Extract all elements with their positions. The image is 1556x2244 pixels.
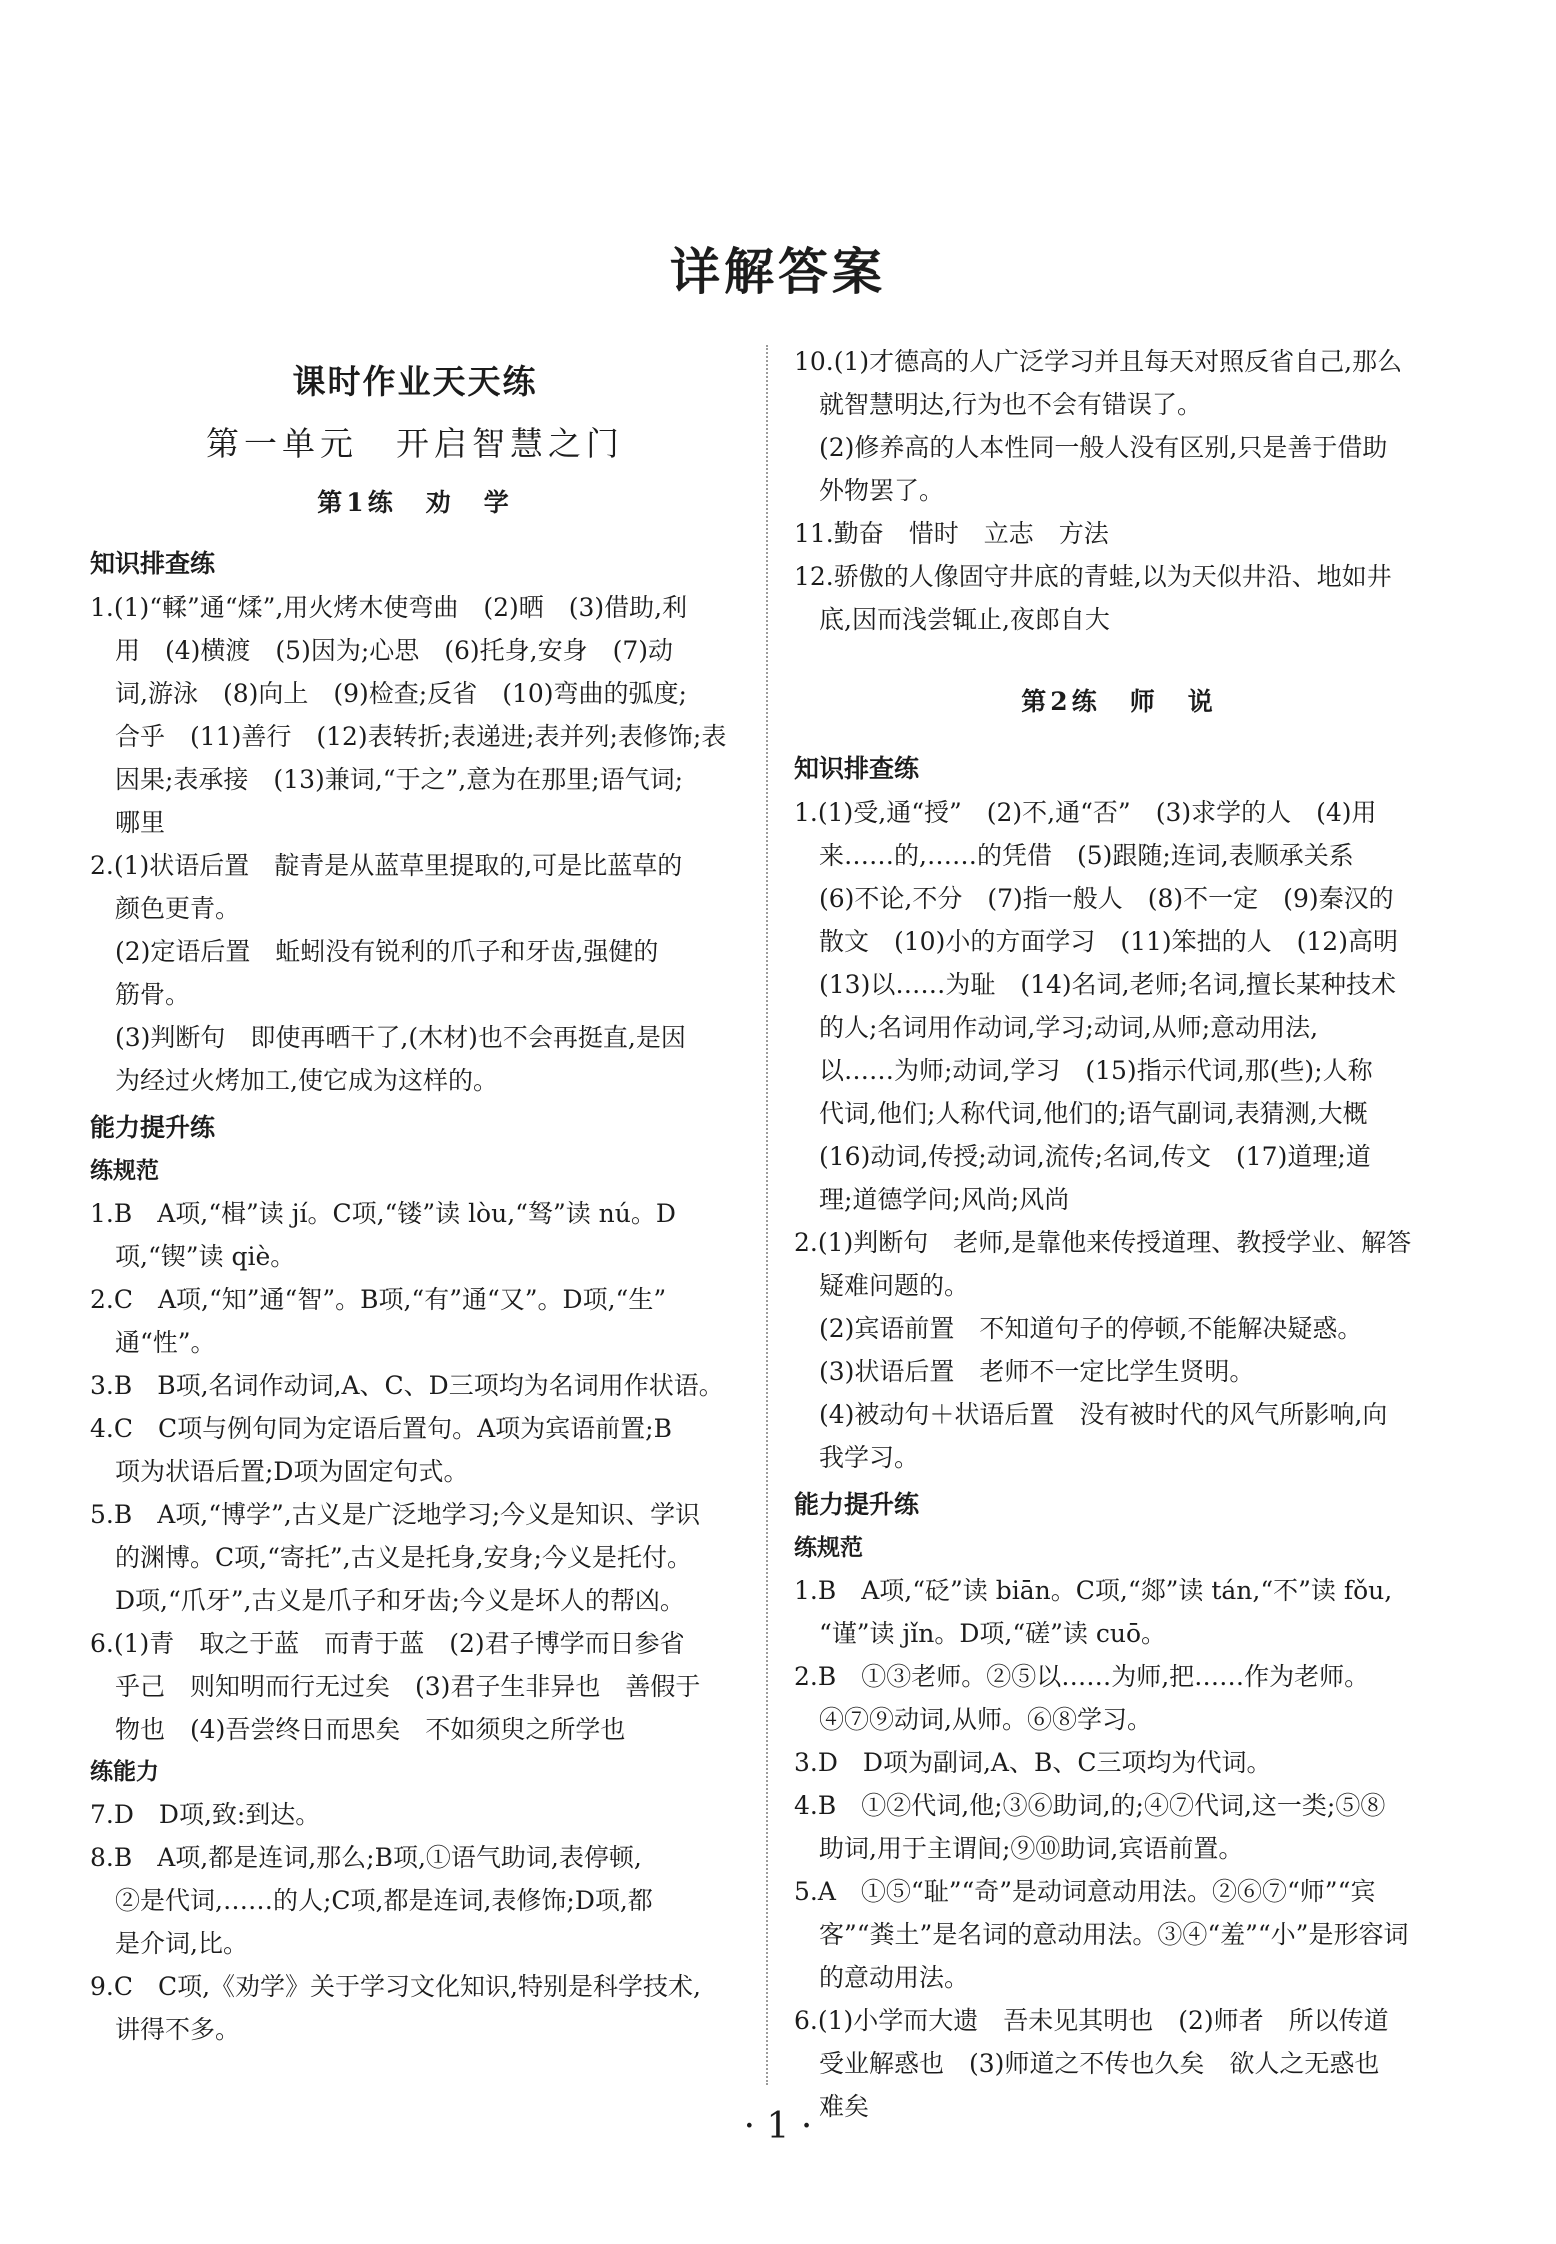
answer-list — [90, 1192, 740, 1751]
answer-line: 3.D D项为副词,A、B、C三项均为代词。 — [794, 1748, 1272, 1777]
answer-line: 1.B A项,“砭”读 biān。C项,“郯”读 tán,“不”读 fǒu, — [794, 1576, 1393, 1605]
answer-line: 外物罢了。 — [794, 476, 945, 505]
answer-line: 颜色更青。 — [90, 894, 241, 923]
answer-line: 受业解惑也 (3)师道之不传也久矣 欲人之无惑也 — [794, 2049, 1380, 2078]
section-heading: 知识排查练 — [90, 549, 216, 578]
answer-line: 为经过火烤加工,使它成为这样的。 — [90, 1066, 498, 1095]
answer-line: 6.(1)小学而大遗 吾未见其明也 (2)师者 所以传道 — [794, 2006, 1389, 2035]
answer-line: 用 (4)横渡 (5)因为;心思 (6)托身,安身 (7)动 — [90, 636, 674, 665]
answer-line: (6)不论,不分 (7)指一般人 (8)不一定 (9)秦汉的 — [794, 884, 1394, 913]
section-heading: 知识排查练 — [794, 754, 920, 783]
answer-line: 项为状语后置;D项为固定句式。 — [90, 1457, 469, 1486]
subsection-heading: 练规范 — [90, 1158, 159, 1184]
answer-line: 10.(1)才德高的人广泛学习并且每天对照反省自己,那么 — [794, 347, 1403, 376]
answer-line: 1.(1)受,通“授” (2)不,通“否” (3)求学的人 (4)用 — [794, 798, 1377, 827]
answer-line: “谨”读 jǐn。D项,“磋”读 cuō。 — [794, 1619, 1167, 1648]
answer-line: (3)判断句 即使再晒干了,(木材)也不会再挺直,是因 — [90, 1023, 686, 1052]
answer-line: 散文 (10)小的方面学习 (11)笨拙的人 (12)高明 — [794, 927, 1398, 956]
answer-line: 8.B A项,都是连词,那么;B项,①语气助词,表停顿, — [90, 1843, 642, 1872]
answer-line: 筋骨。 — [90, 980, 191, 1009]
answer-line: 5.A ①⑤“耻”“奇”是动词意动用法。②⑥⑦“师”“宾 — [794, 1877, 1376, 1906]
subsection-heading: 练能力 — [90, 1759, 159, 1785]
answer-line: 5.B A项,“博学”,古义是广泛地学习;今义是知识、学识 — [90, 1500, 701, 1529]
answer-line: 4.C C项与例句同为定语后置句。A项为宾语前置;B — [90, 1414, 672, 1443]
answer-line: (2)定语后置 蚯蚓没有锐利的爪子和牙齿,强健的 — [90, 937, 659, 966]
answer-line: 难矣 — [794, 2092, 870, 2121]
subsection-heading: 练规范 — [794, 1535, 863, 1561]
answer-line: 疑难问题的。 — [794, 1271, 970, 1300]
answer-line: 2.(1)判断句 老师,是靠他来传授道理、教授学业、解答 — [794, 1228, 1412, 1257]
answer-list — [90, 586, 740, 1102]
answer-line: 以……为师;动词,学习 (15)指示代词,那(些);人称 — [794, 1056, 1373, 1085]
answer-line: 7.D D项,致:到达。 — [90, 1800, 321, 1829]
lesson-title: 第1练 劝 学 — [317, 488, 513, 517]
answer-line: 乎己 则知明而行无过矣 (3)君子生非异也 善假于 — [90, 1672, 701, 1701]
answer-line: 我学习。 — [794, 1443, 920, 1472]
answer-line: 是介词,比。 — [90, 1929, 248, 1958]
answer-line: (16)动词,传授;动词,流传;名词,传文 (17)道理;道 — [794, 1142, 1371, 1171]
answer-line: 12.骄傲的人像固守井底的青蛙,以为天似井沿、地如井 — [794, 562, 1392, 591]
answer-line: 因果;表承接 (13)兼词,“于之”,意为在那里;语气词; — [90, 765, 684, 794]
book-title: 课时作业天天练 — [292, 362, 538, 401]
answer-line: 的意动用法。 — [794, 1963, 970, 1992]
answer-line: 9.C C项,《劝学》关于学习文化知识,特别是科学技术, — [90, 1972, 701, 2001]
answer-line: 理;道德学问;风尚;风尚 — [794, 1185, 1070, 1214]
answer-line: 的渊博。C项,“寄托”,古义是托身,安身;今义是托付。 — [90, 1543, 692, 1572]
answer-line: 2.C A项,“知”通“智”。B项,“有”通“又”。D项,“生” — [90, 1285, 667, 1314]
answer-list — [794, 1569, 1444, 2128]
answer-line: 2.B ①③老师。②⑤以……为师,把……作为老师。 — [794, 1662, 1370, 1691]
answer-line: ②是代词,……的人;C项,都是连词,表修饰;D项,都 — [90, 1886, 653, 1915]
answer-line: (4)被动句＋状语后置 没有被时代的风气所影响,向 — [794, 1400, 1388, 1429]
section-heading: 能力提升练 — [90, 1113, 216, 1142]
answer-line: 1.B A项,“楫”读 jí。C项,“镂”读 lòu,“驽”读 nú。D — [90, 1199, 676, 1228]
answer-line: 合乎 (11)善行 (12)表转折;表递进;表并列;表修饰;表 — [90, 722, 727, 751]
column-divider — [766, 345, 768, 2085]
left-column — [90, 340, 740, 2051]
answer-line: 1.(1)“輮”通“煣”,用火烤木使弯曲 (2)晒 (3)借助,利 — [90, 593, 688, 622]
answer-line: 通“性”。 — [90, 1328, 216, 1357]
answer-line: 3.B B项,名词作动词,A、C、D三项均为名词用作状语。 — [90, 1371, 724, 1400]
answer-line: 2.(1)状语后置 靛青是从蓝草里提取的,可是比蓝草的 — [90, 851, 683, 880]
answer-line: ④⑦⑨动词,从师。⑥⑧学习。 — [794, 1705, 1152, 1734]
answer-line: 来……的,……的凭借 (5)跟随;连词,表顺承关系 — [794, 841, 1354, 870]
page-title: 详解答案 — [670, 242, 886, 301]
answer-line: 代词,他们;人称代词,他们的;语气副词,表猜测,大概 — [794, 1099, 1368, 1128]
page-number: · 1 · — [743, 2106, 813, 2147]
answer-line: D项,“爪牙”,古义是爪子和牙齿;今义是坏人的帮凶。 — [90, 1586, 685, 1615]
answer-line: 物也 (4)吾尝终日而思矣 不如须臾之所学也 — [90, 1715, 626, 1744]
answer-line: (2)宾语前置 不知道句子的停顿,不能解决疑惑。 — [794, 1314, 1363, 1343]
section-heading: 能力提升练 — [794, 1490, 920, 1519]
answer-line: 词,游泳 (8)向上 (9)检查;反省 (10)弯曲的弧度; — [90, 679, 687, 708]
answer-line: (13)以……为耻 (14)名词,老师;名词,擅长某种技术 — [794, 970, 1396, 999]
answer-line: 11.勤奋 惜时 立志 方法 — [794, 519, 1109, 548]
answer-list — [794, 791, 1444, 1479]
answer-line: 的人;名词用作动词,学习;动词,从师;意动用法, — [794, 1013, 1319, 1042]
answer-line: 助词,用于主谓间;⑨⑩助词,宾语前置。 — [794, 1834, 1244, 1863]
answer-line: (2)修养高的人本性同一般人没有区别,只是善于借助 — [794, 433, 1388, 462]
unit-title: 第一单元 开启智慧之门 — [206, 424, 624, 463]
answer-line: 6.(1)青 取之于蓝 而青于蓝 (2)君子博学而日参省 — [90, 1629, 685, 1658]
lesson-title: 第2练 师 说 — [1021, 687, 1217, 716]
answer-line: 哪里 — [90, 808, 166, 837]
answer-line: 4.B ①②代词,他;③⑥助词,的;④⑦代词,这一类;⑤⑧ — [794, 1791, 1386, 1820]
answer-line: 项,“锲”读 qiè。 — [90, 1242, 296, 1271]
right-column — [794, 340, 1444, 2128]
answer-line: (3)状语后置 老师不一定比学生贤明。 — [794, 1357, 1255, 1386]
answer-line: 底,因而浅尝辄止,夜郎自大 — [794, 605, 1110, 634]
answer-list — [794, 340, 1444, 641]
answer-line: 讲得不多。 — [90, 2015, 241, 2044]
answer-list — [90, 1793, 740, 2051]
answer-line: 就智慧明达,行为也不会有错误了。 — [794, 390, 1202, 419]
answer-line: 客”“粪土”是名词的意动用法。③④“羞”“小”是形容词 — [794, 1920, 1409, 1949]
